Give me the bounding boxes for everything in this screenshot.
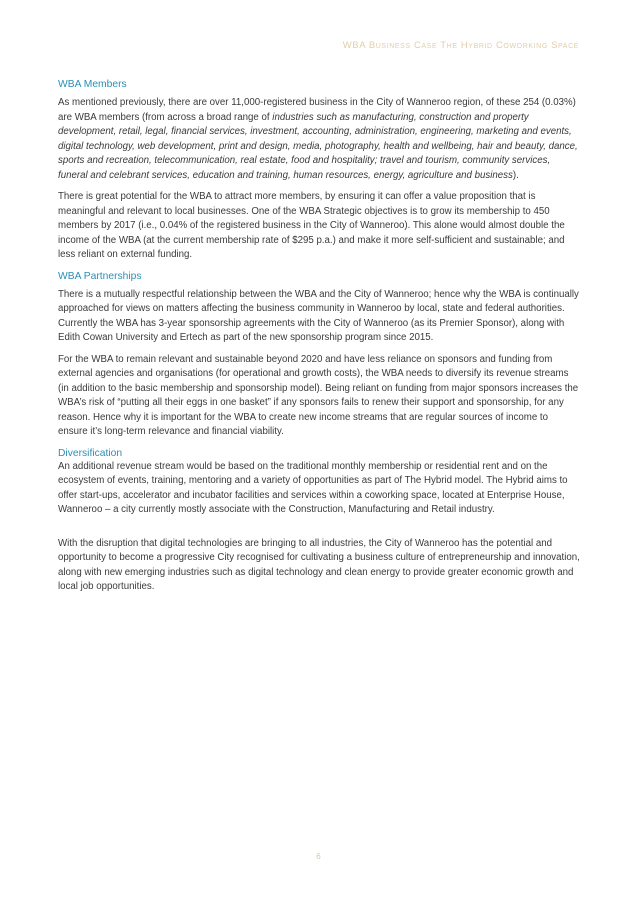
section-heading-diversification: Diversification — [58, 447, 123, 459]
document-body — [58, 78, 580, 602]
members-p1-end: ). — [512, 169, 519, 181]
page-number: 6 — [316, 852, 321, 861]
running-header: WBA Business Case The Hybrid Coworking Space — [342, 40, 579, 51]
diversification-paragraph-2: With the disruption that digital technologies are bringing to all industries, the City of Wanneroo has the potential and opportunity to become a progressive City recognised for cultivating a business culture of entrepreneurship and innovation, along with new emerging industries such as digital technology and clean energy to provide greater economic growth and local job opportunities. — [58, 537, 580, 592]
section-heading-members: WBA Members — [58, 79, 127, 90]
section-wba-members — [58, 78, 580, 263]
members-p1-text: As mentioned previously, there are over 11,000-registered business in the City of Wanneroo region, of these 254 (0.03%) are WBA members (from across a broad range of — [58, 97, 576, 123]
partnerships-paragraph-1: There is a mutually respectful relationship between the WBA and the City of Wanneroo; hence why the WBA is continually approached for views on matters affecting the business community in Wanneroo by local, state and federal authorities. Currently the WBA has 3-year sponsorship agreements with the City of Wanneroo (as its Premier Sponsor), along with Edith Cowan University and Ertech as part of the new sponsorship program since 2015. — [58, 288, 579, 343]
paragraph-spacer — [58, 525, 580, 537]
section-wba-partnerships — [58, 270, 580, 440]
members-p1-industries: industries such as manufacturing, construction and property development, retail, legal, financial services, investment, accounting, administration, engineering, marketing and events, digital technology, web development, print and design, media, photography, health and wellbeing, hair and beauty, dance, sports and recreation, telecommunication, real estate, food and hospitality; travel and tourism, community services, funeral and celebrant services, education and training, human resources, energy, agriculture and business — [58, 111, 578, 181]
section-heading-partnerships: WBA Partnerships — [58, 270, 142, 282]
diversification-paragraph-1: An additional revenue stream would be based on the traditional monthly membership or residential rent and on the ecosystem of events, training, mentoring and a variety of opportunities as part of The Hybrid model. The Hybrid aims to offer start-ups, accelerator and incubator facilities and services within a coworking space, located at Enterprise House, Wanneroo – a city currently mostly associate with the Construction, Manufacturing and Retail industry. — [58, 460, 568, 515]
members-paragraph-1 — [58, 96, 580, 183]
section-diversification — [58, 447, 580, 595]
members-paragraph-2: There is great potential for the WBA to attract more members, by ensuring it can offer a value proposition that is meaningful and relevant to local businesses. One of the WBA Strategic objectives is to grow its membership to 450 members by 2017 (i.e., 0.04% of the registered business in the City of Wanneroo). This alone would almost double the income of the WBA (at the current membership rate of $295 p.a.) and make it more self-sufficient and sustainable; and less reliant on external funding. — [58, 191, 565, 260]
partnerships-paragraph-2: For the WBA to remain relevant and sustainable beyond 2020 and have less reliance on sponsors and funding from external agencies and organisations (for operational and growth costs), the WBA needs to diversify its revenue streams (in addition to the basic membership and sponsorship model). Being reliant on funding from major sponsors increases the WBA’s risk of “putting all their eggs in one basket” if any sponsors fails to renew their support and sponsorship, for any reason. Hence why it is important for the WBA to create new income streams that are regular sources of income to ensure it’s long-term relevance and financial viability. — [58, 353, 579, 437]
